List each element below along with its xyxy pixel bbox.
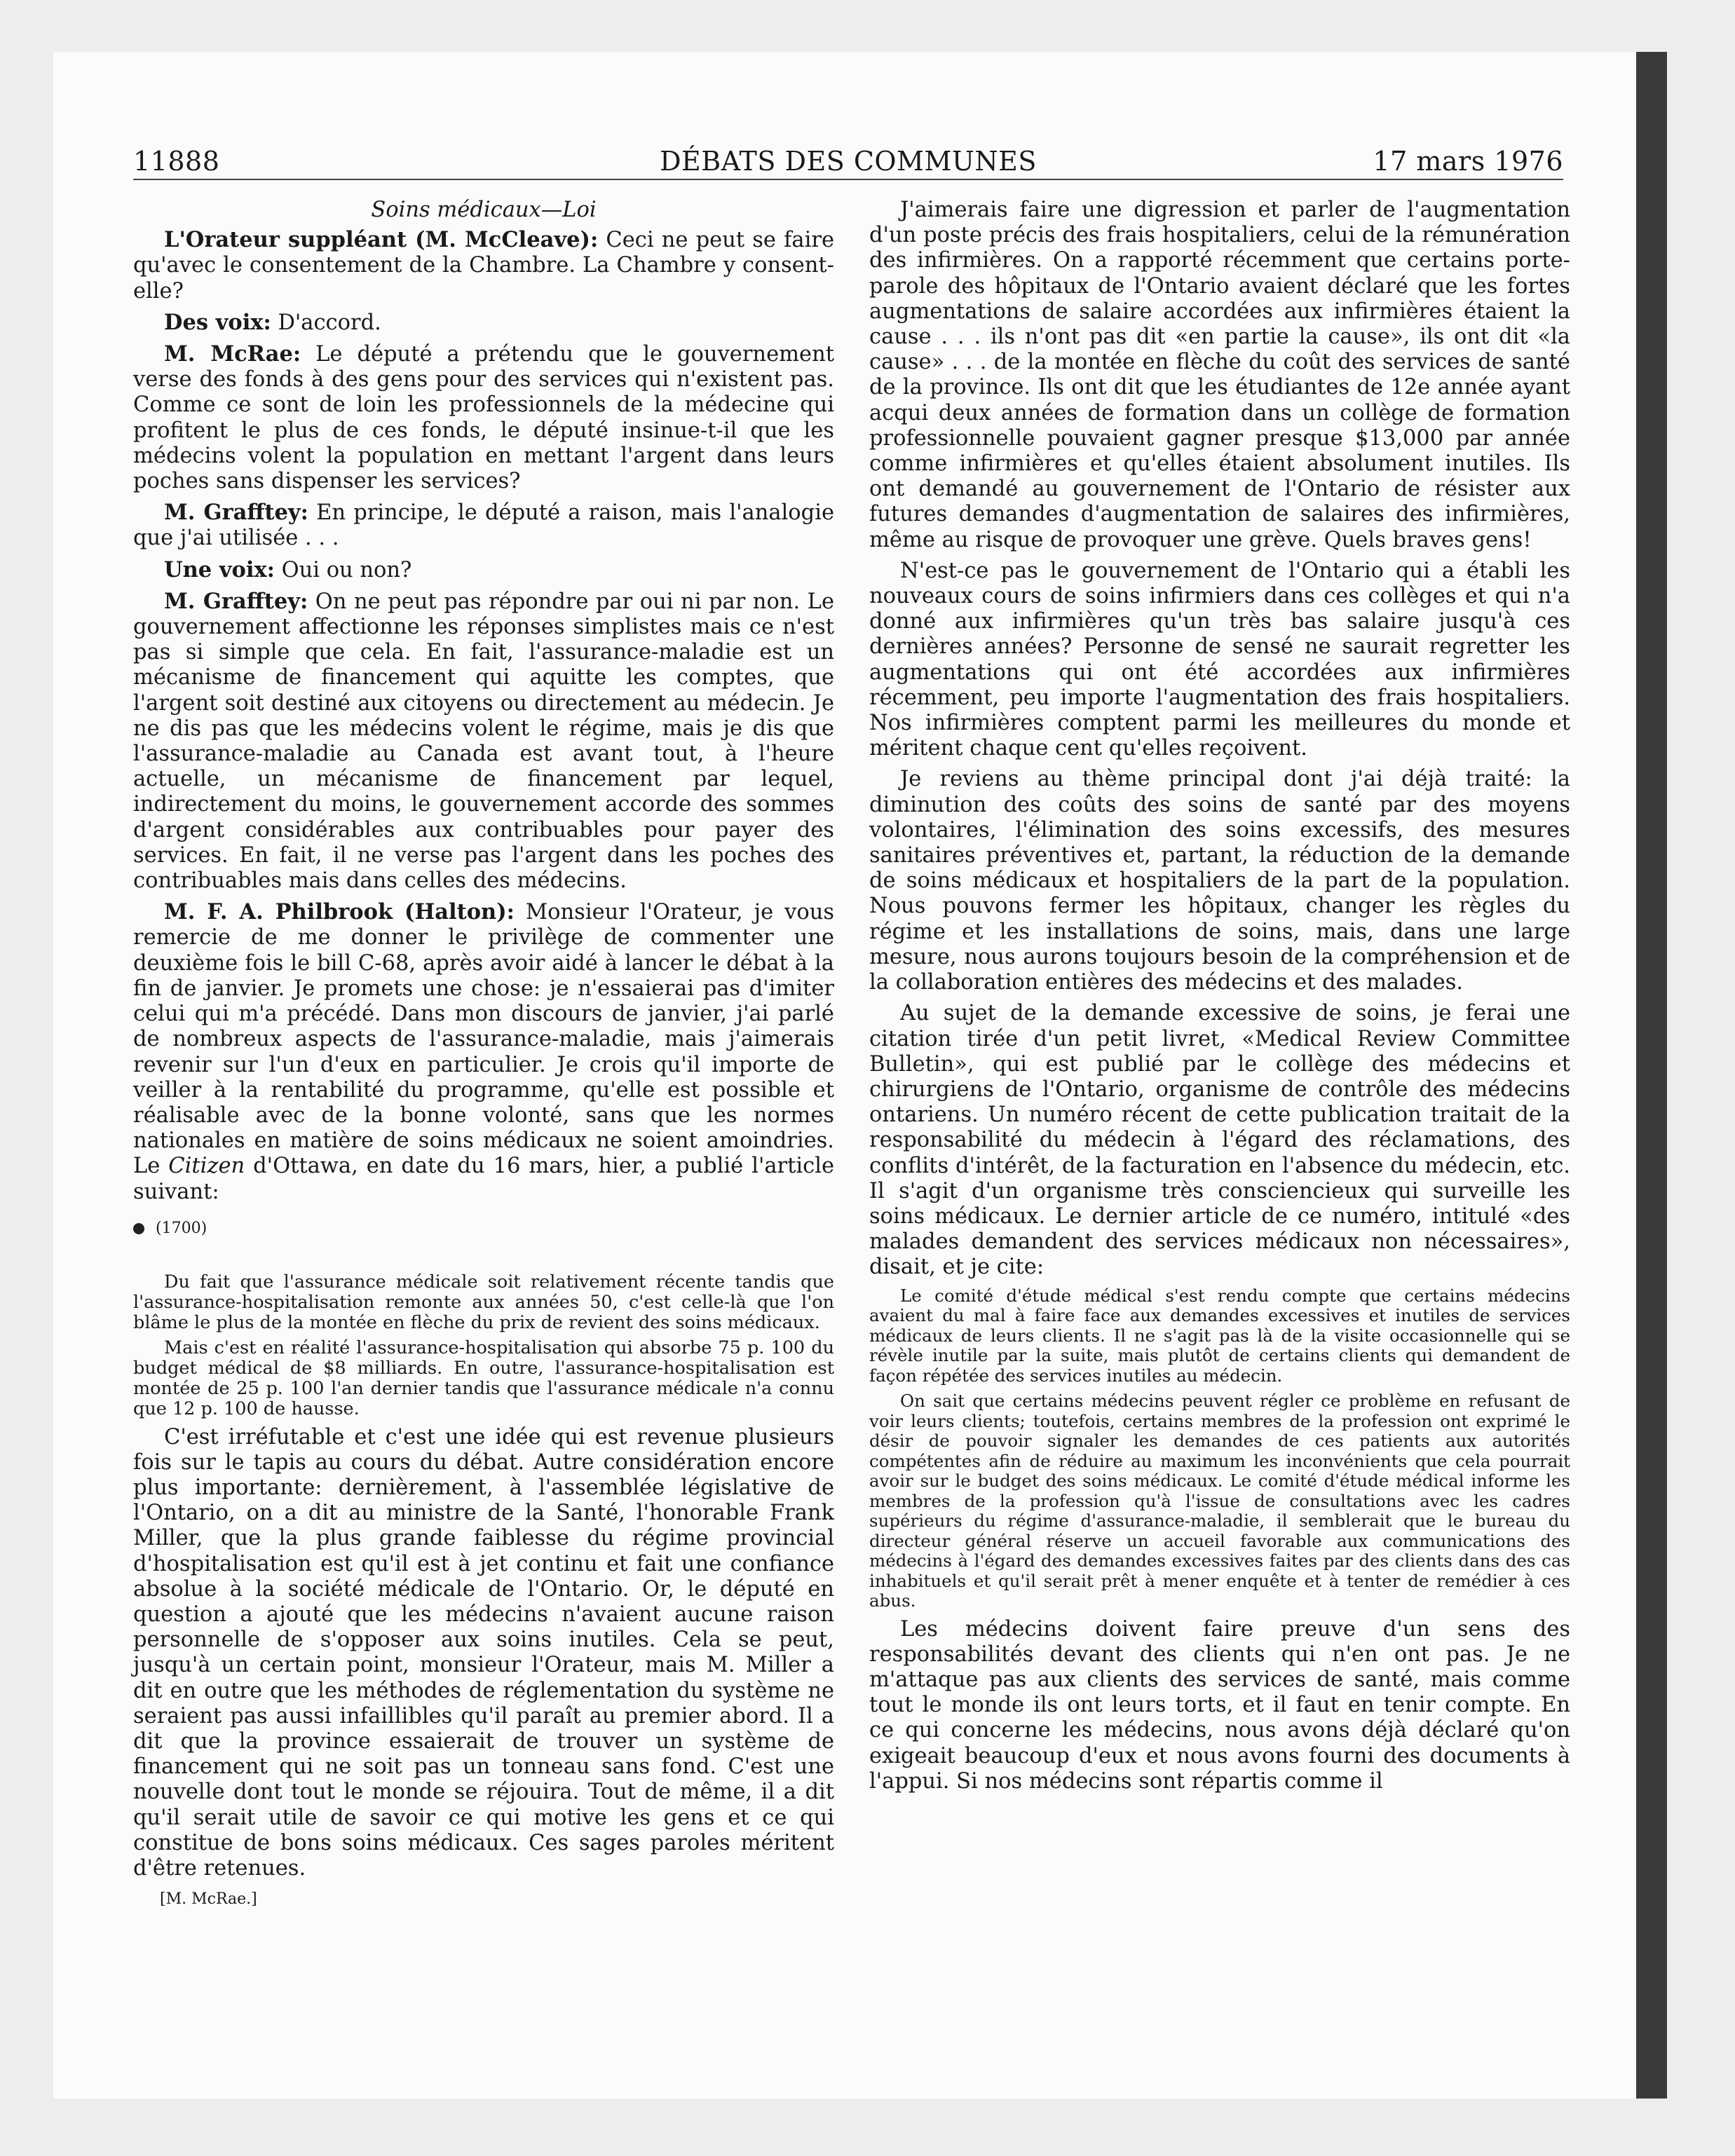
subject-heading: Soins médicaux—Loi [371, 198, 597, 222]
paragraph: M. Grafftey: On ne peut pas répondre par oui ni par non. Le gouvernement affectionne les réponses simplistes mais ce n'est pas si simple que cela. En fait, l'assurance-maladie est un mécanisme de financement qui aquitte les comptes, que l'argent soit destiné aux citoyens ou directement au médecin. Je ne dis pas que les médecins volent le régime, mais je dis que l'assurance-maladie au Canada est avant tout, à l'heure actuelle, un mécanisme de financement par lequel, indirectement du moins, le gouvernement accorde des sommes d'argent considérables aux contribuables pour payer des services. En fait, il ne verse pas l'argent dans les poches des contribuables mais dans celles des médecins. [133, 588, 834, 894]
quotation: Le comité d'étude médical s'est rendu compte que certains médecins avaient du mal à faire face aux demandes excessives et inutiles de services médicaux de leurs clients. Il ne s'agit pas là de la visite occasionnelle qui se révèle inutile par la suite, mais plutôt de certains clients qui demandent de façon répétée des services inutiles au médecin. [869, 1285, 1570, 1386]
paragraph: L'Orateur suppléant (M. McCleave): Ceci ne peut se faire qu'avec le consentement de la Chambre. La Chambre y consent-elle? [133, 227, 834, 303]
paragraph: Les médecins doivent faire preuve d'un sens des responsabilités devant des clients qui n'en ont pas. Je ne m'attaque pas aux clients des services de santé, mais comme tout le monde ils ont leurs torts, et il faut en tenir compte. En ce qui concerne les médecins, nous avons déjà déclaré qu'on exigeait beaucoup d'eux et nous avons fourni des documents à l'appui. Si nos médecins sont répartis comme il [869, 1616, 1570, 1794]
paragraph: M. McRae: Le député a prétendu que le gouvernement verse des fonds à des gens pour des services qui n'existent pas. Comme ce sont de loin les professionnels de la médecine qui profitent le plus de ces fonds, le député insinue-t-il que les médecins volent la population en mettant l'argent dans leurs poches sans dispenser les services? [133, 341, 834, 494]
speaker: M. F. A. Philbrook (Halton): [164, 899, 515, 925]
speaker: M. Grafftey: [164, 588, 308, 614]
time-marker: (1700) [133, 1216, 834, 1241]
speaker: Une voix: [164, 557, 275, 582]
page-date: 17 mars 1976 [1373, 146, 1563, 177]
paragraph: N'est-ce pas le gouvernement de l'Ontario qui a établi les nouveaux cours de soins infirmiers dans ces collèges et qui n'a donné aux infirmières qu'un très bas salaire jusqu'à ces dernières années? Personne de sensé ne saurait regretter les augmentations qui ont été accordées aux infirmières récemment, peu importe l'augmentation des frais hospitaliers. Nos infirmières comptent parmi les meilleures du monde et méritent chaque cent qu'elles reçoivent. [869, 558, 1570, 761]
quotation: Mais c'est en réalité l'assurance-hospitalisation qui absorbe 75 p. 100 du budget médical de $8 milliards. En outre, l'assurance-hospitalisation est montée de 25 p. 100 l'an dernier tandis que l'assurance médicale n'a connu que 12 p. 100 de hausse. [133, 1337, 834, 1419]
speaker: M. McRae: [164, 341, 301, 367]
paragraph: Une voix: Oui ou non? [164, 557, 412, 582]
bullet-dot-icon [133, 1223, 144, 1234]
paragraph: Des voix: D'accord. [164, 309, 381, 335]
page-header [133, 146, 1563, 179]
paragraph: J'aimerais faire une digression et parler de l'augmentation d'un poste précis des frais hospitaliers, celui de la rémunération des infirmières. On a rapporté récemment que certains porte-parole des hôpitaux de l'Ontario avaient déclaré que les fortes augmentations de salaire accordées aux infirmières étaient la cause . . . ils n'ont pas dit «en partie la cause», ils ont dit «la cause» . . . de la montée en flèche du coût des services de santé de la province. Ils ont dit que les étudiantes de 12e année ayant acqui deux années de formation dans un collège de formation professionnelle pouvaient gagner presque $13,000 par année comme infirmières et qu'elles étaient absolument inutiles. Ils ont demandé au gouvernement de l'Ontario de résister aux futures demandes d'augmentation de salaires des infirmières, même au risque de provoquer une grève. Quels braves gens! [869, 198, 1570, 552]
newspaper-name: Citizen [168, 1154, 245, 1179]
paragraph: Je reviens au thème principal dont j'ai déjà traité: la diminution des coûts des soins de santé par des moyens volontaires, l'élimination des soins excessifs, des mesures sanitaires préventives et, partant, la réduction de la demande de soins médicaux et hospitaliers de la part de la population. Nous pouvons fermer les hôpitaux, changer les règles du régime et les installations de soins, mais, dans une large mesure, nous aurons toujours besoin de la compréhension et de la collaboration entières des médecins et des malades. [869, 767, 1570, 995]
publication-title: DÉBATS DES COMMUNES [660, 146, 1037, 177]
page-number: 11888 [133, 146, 220, 177]
speaker: L'Orateur suppléant (M. McCleave): [164, 227, 599, 253]
left-column [133, 198, 834, 1918]
speaker-signature: [M. McRae.] [160, 1890, 257, 1909]
paragraph: C'est irréfutable et c'est une idée qui est revenue plusieurs fois sur le tapis au cours du débat. Autre considération encore plus importante: dernièrement, à l'assemblée législative de l'Ontario, on a dit au ministre de la Santé, l'honorable Frank Miller, que la plus grande faiblesse du régime provincial d'hospitalisation est qu'il est à jet continu et fait une confiance absolue à la société médicale de l'Ontario. Or, le député en question a ajouté que les médecins n'avaient aucune raison personnelle de s'opposer aux soins inutiles. Cela se peut, jusqu'à un certain point, monsieur l'Orateur, mais M. Miller a dit en outre que les méthodes de réglementation du système ne seraient pas aussi infaillibles qu'il paraît au premier abord. Il a dit que la province essaierait de trouver un système de financement qui ne soit pas un tonneau sans fond. C'est une nouvelle dont tout le monde se réjouira. Tout de même, il a dit qu'il serait utile de savoir ce qui motive les gens et ce qui constitue de bons soins médicaux. Ces sages paroles méritent d'être retenues. [133, 1424, 834, 1881]
speaker: M. Grafftey: [164, 500, 308, 526]
quotation: On sait que certains médecins peuvent régler ce problème en refusant de voir leurs clients; toutefois, certains membres de la profession ont exprimé le désir de pouvoir signaler les demandes de ces patients aux autorités compétentes afin de réduire au maximum les inconvénients que cela pourrait avoir sur le budget des soins médicaux. Le comité d'étude médical informe les membres de la profession qu'à l'issue de consultations avec les cadres supérieurs du régime d'assurance-maladie, il semblerait que le bureau du directeur général réserve un accueil favorable aux communications des médecins à l'égard des demandes excessives faites par des clients dans des cas inhabituels et qu'il serait prêt à mener enquête et à tenter de remédier à ces abus. [869, 1391, 1570, 1611]
paragraph: M. Grafftey: En principe, le député a raison, mais l'analogie que j'ai utilisée . . . [133, 500, 834, 551]
quotation: Du fait que l'assurance médicale soit relativement récente tandis que l'assurance-hospitalisation remonte aux années 50, c'est celle-là que l'on blâme le plus de la montée en flèche du prix de revient des soins médicaux. [133, 1271, 834, 1333]
paragraph: Au sujet de la demande excessive de soins, je ferai une citation tirée d'un petit livret, «Medical Review Committee Bulletin», qui est publié par le collège des médecins et chirurgiens de l'Ontario, organisme de contrôle des médecins ontariens. Un numéro récent de cette publication traitait de la responsabilité du médecin à l'égard des réclamations, des conflits d'intérêt, de la facturation en l'absence du médecin, etc. Il s'agit d'un organisme très consciencieux qui surveille les soins médicaux. Le dernier article de ce numéro, intitulé «des malades demandent des services médicaux non nécessaires», disait, et je cite: [869, 1001, 1570, 1280]
speaker: Des voix: [164, 309, 271, 335]
right-column [869, 198, 1570, 1800]
scan-edge [1636, 52, 1667, 2099]
header-rule [133, 179, 1563, 180]
paragraph: M. F. A. Philbrook (Halton): Monsieur l'Orateur, je vous remercie de me donner le privilège de commenter une deuxième fois le bill C-68, après avoir aidé à lancer le débat à la fin de janvier. Je promets une chose: je n'essaierai pas d'imiter celui qui m'a précédé. Dans mon discours de janvier, j'ai parlé de nombreux aspects de l'assurance-maladie, mais j'aimerais revenir sur l'un d'eux en particulier. Je crois qu'il importe de veiller à la rentabilité du programme, qu'elle est possible et réalisable avec de la bonne volonté, sans que les normes nationales en matière de soins médicaux ne soient amoindries. Le Citizen d'Ottawa, en date du 16 mars, hier, a publié l'article suivant: [133, 899, 835, 1204]
